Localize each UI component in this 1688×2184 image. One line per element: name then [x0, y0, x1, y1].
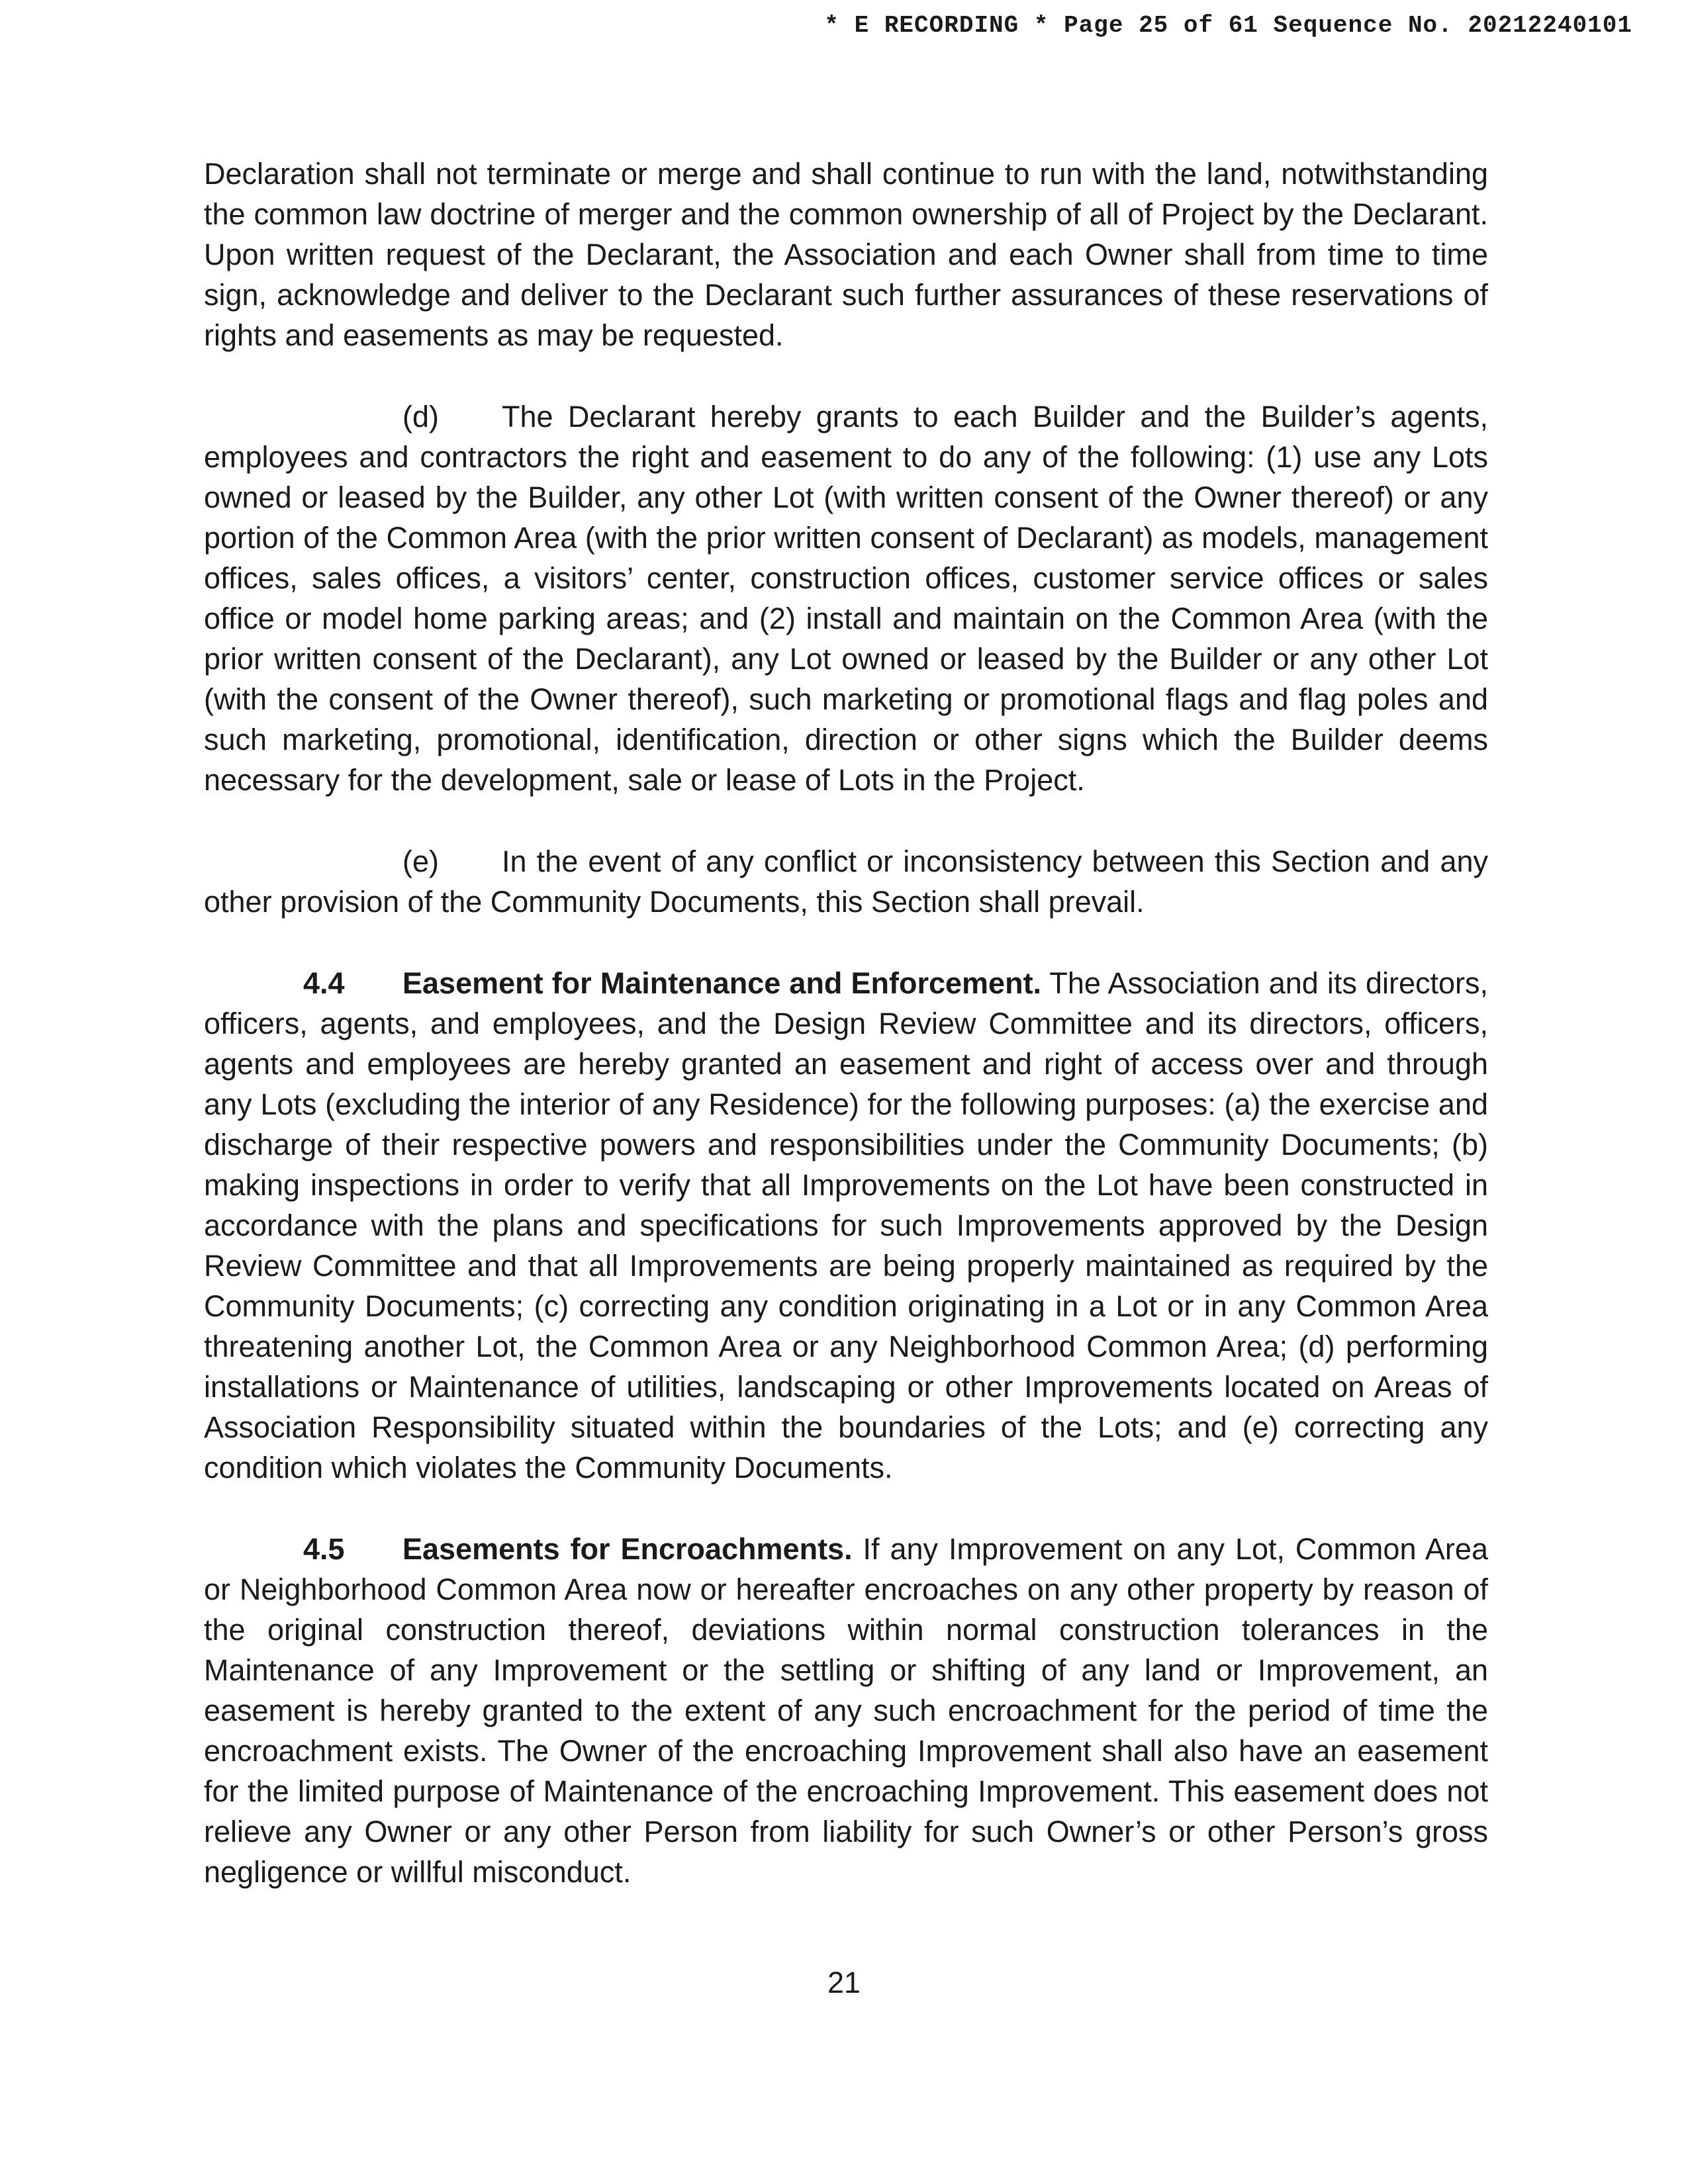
paragraph-d: [204, 396, 1488, 800]
section-4-4-title: Easement for Maintenance and Enforcement.: [402, 966, 1042, 1000]
section-4-5: [204, 1529, 1488, 1892]
paragraph-e: [204, 841, 1488, 922]
document-body: [204, 154, 1488, 1933]
section-4-5-title: Easements for Encroachments.: [402, 1532, 853, 1566]
paragraph-e-text: In the event of any conflict or inconsistency between this Section and any other provision of the Community Documents, this Section shall prevail.: [204, 844, 1488, 919]
paragraph-d-label: (d): [402, 400, 439, 433]
page-number: 21: [827, 1966, 861, 1999]
section-4-4: [204, 963, 1488, 1488]
section-4-5-number: 4.5: [303, 1532, 345, 1566]
section-4-4-text: The Association and its directors, officers, agents, and employees, and the Design Review Committee and its directors, officers, agents and employees are hereby granted an easement and right of access over and through any Lots (excluding the interior of any Residence) for the following purposes: (a) the exercise and discharge of their respective powers and responsibilities under the Community Documents; (b) making inspections in order to verify that all Improvements on the Lot have been constructed in accordance with the plans and specifications for such Improvements approved by the Design Review Committee and that all Improvements are being properly maintained as required by the Community Documents; (c) correcting any condition originating in a Lot or in any Common Area threatening another Lot, the Common Area or any Neighborhood Common Area; (d) performing installations or Maintenance of utilities, landscaping or other Improvements located on Areas of Association Responsibility situated within the boundaries of the Lots; and (e) correcting any condition which violates the Community Documents.: [204, 966, 1488, 1484]
paragraph-d-text: The Declarant hereby grants to each Builder and the Builder’s agents, employees and contractors the right and easement to do any of the following: (1) use any Lots owned or leased by the Builder, any other Lot (with written consent of the Owner thereof) or any portion of the Common Area (with the prior written consent of Declarant) as models, management offices, sales offices, a visitors’ center, construction offices, customer service offices or sales office or model home parking areas; and (2) install and maintain on the Common Area (with the prior written consent of the Declarant), any Lot owned or leased by the Builder or any other Lot (with the consent of the Owner thereof), such marketing or promotional flags and flag poles and such marketing, promotional, identification, direction or other signs which the Builder deems necessary for the development, sale or lease of Lots in the Project.: [204, 400, 1488, 797]
section-4-4-number: 4.4: [303, 966, 345, 1000]
section-4-5-text: If any Improvement on any Lot, Common Area or Neighborhood Common Area now or hereafter encroaches on any other property by reason of the original construction thereof, deviations within normal construction tolerances in the Maintenance of any Improvement or the settling or shifting of any land or Improvement, an easement is hereby granted to the extent of any such encroachment for the period of time the encroachment exists. The Owner of the encroaching Improvement shall also have an easement for the limited purpose of Maintenance of the encroaching Improvement. This easement does not relieve any Owner or any other Person from liability for such Owner’s or other Person’s gross negligence or willful misconduct.: [204, 1532, 1488, 1889]
recording-header: * E RECORDING * Page 25 of 61 Sequence No. 20212240101: [824, 12, 1632, 39]
paragraph-e-label: (e): [402, 844, 439, 878]
paragraph-continuation: Declaration shall not terminate or merge and shall continue to run with the land, notwithstanding the common law doctrine of merger and the common ownership of all of Project by the Declarant. Upon written request of the Declarant, the Association and each Owner shall from time to time sign, acknowledge and deliver to the Declarant such further assurances of these reservations of rights and easements as may be requested.: [204, 157, 1488, 352]
